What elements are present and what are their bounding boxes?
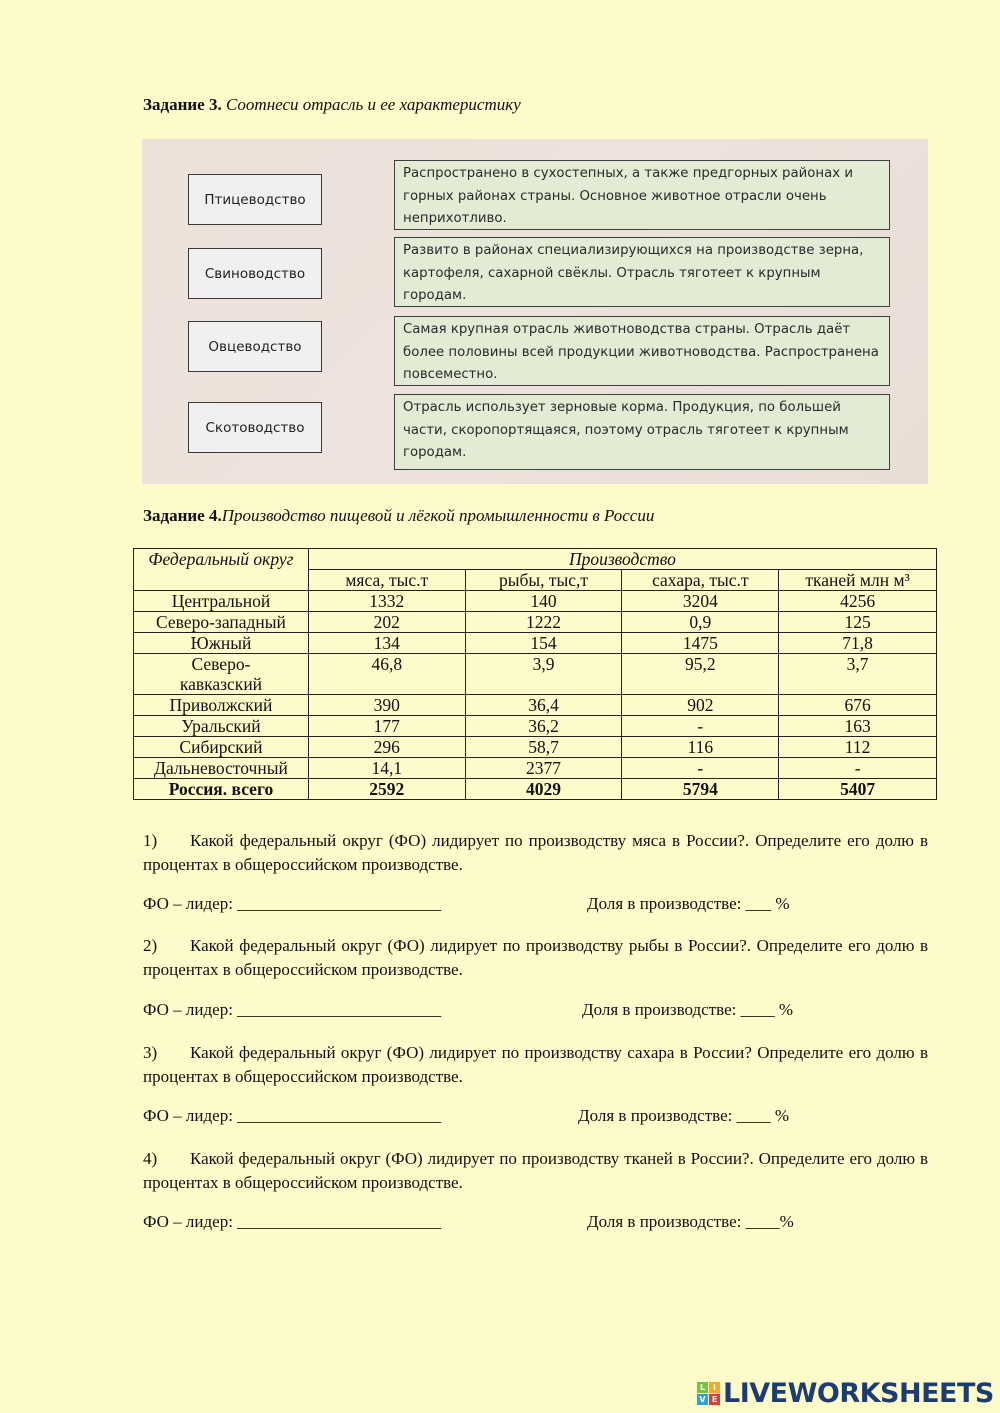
region-cell: Россия. всего xyxy=(134,779,309,800)
share-label: Доля в производстве: xyxy=(578,1106,737,1125)
value-cell: 1475 xyxy=(622,633,779,654)
header-fish: рыбы, тыс,т xyxy=(465,570,622,591)
share-answer-2 xyxy=(582,1000,793,1020)
region-cell: Северо-западный xyxy=(134,612,309,633)
leader-answer-4 xyxy=(143,1212,441,1232)
question-number: 2) xyxy=(143,936,158,955)
leader-answer-1 xyxy=(143,894,441,914)
term-box[interactable] xyxy=(188,248,322,299)
leader-answer-3 xyxy=(143,1106,441,1126)
term-label: Свиноводство xyxy=(204,265,306,282)
value-cell: 154 xyxy=(465,633,622,654)
percent-sign: % xyxy=(770,1106,790,1125)
value-cell: 71,8 xyxy=(779,633,937,654)
value-cell: 2377 xyxy=(465,758,622,779)
percent-sign: % xyxy=(774,1000,794,1019)
share-answer-1 xyxy=(587,894,790,914)
question-text: Какой федеральный округ (ФО) лидирует по производству тканей в России?. Определите его долю в процентах в общероссийском производстве. xyxy=(143,1149,928,1192)
value-cell: 296 xyxy=(308,737,465,758)
region-cell: Уральский xyxy=(134,716,309,737)
value-cell: - xyxy=(622,716,779,737)
description-box[interactable] xyxy=(394,316,890,386)
task4-title xyxy=(143,506,654,526)
share-input[interactable]: ___ xyxy=(745,894,772,913)
question-text: Какой федеральный округ (ФО) лидирует по производству сахара в России? Определите его долю в процентах в общероссийском производстве. xyxy=(143,1043,928,1086)
region-cell: Сибирский xyxy=(134,737,309,758)
header-region: Федеральный округ xyxy=(134,549,309,591)
percent-sign: % xyxy=(771,894,790,913)
table-row xyxy=(134,633,937,654)
description-text: Развито в районах специализирующихся на производстве зерна, картофеля, сахарной свёклы. Отрасль тяготеет к крупным городам. xyxy=(403,243,864,303)
task4-text: Производство пищевой и лёгкой промышленности в России xyxy=(221,506,655,525)
percent-sign: % xyxy=(779,1212,794,1231)
region-cell: Дальневосточный xyxy=(134,758,309,779)
region-cell: Северо-кавказский xyxy=(134,654,309,695)
description-box[interactable] xyxy=(394,237,890,307)
leader-input[interactable]: ________________________ xyxy=(237,1106,442,1125)
value-cell: 125 xyxy=(779,612,937,633)
value-cell: 0,9 xyxy=(622,612,779,633)
total-cell: 5407 xyxy=(779,779,937,800)
question-number: 1) xyxy=(143,831,158,850)
value-cell: 202 xyxy=(308,612,465,633)
task3-title xyxy=(143,95,521,115)
value-cell: 177 xyxy=(308,716,465,737)
live-blocks-icon xyxy=(697,1382,720,1405)
question-4 xyxy=(143,1147,928,1195)
term-label: Скотоводство xyxy=(205,419,305,436)
description-text: Отрасль использует зерновые корма. Продукция, по большей части, скоропортящаяся, поэтому отрасль тяготеет к крупным городам. xyxy=(403,400,849,460)
value-cell: 3,9 xyxy=(465,654,622,695)
share-label: Доля в производстве: xyxy=(582,1000,741,1019)
value-cell: 3204 xyxy=(622,591,779,612)
task4-label: Задание 4. xyxy=(143,506,222,525)
value-cell: - xyxy=(622,758,779,779)
value-cell: 1332 xyxy=(308,591,465,612)
value-cell: 112 xyxy=(779,737,937,758)
value-cell: 36,2 xyxy=(465,716,622,737)
value-cell: 676 xyxy=(779,695,937,716)
table-row xyxy=(134,591,937,612)
term-box[interactable] xyxy=(188,402,322,453)
task3-label: Задание 3. xyxy=(143,95,222,114)
value-cell: 4256 xyxy=(779,591,937,612)
logo-letter: I xyxy=(709,1382,720,1393)
value-cell: 902 xyxy=(622,695,779,716)
question-3 xyxy=(143,1041,928,1089)
table-row xyxy=(134,758,937,779)
total-cell: 5794 xyxy=(622,779,779,800)
table-row xyxy=(134,654,937,695)
table-header-row xyxy=(134,549,937,570)
value-cell: 36,4 xyxy=(465,695,622,716)
table-row xyxy=(134,737,937,758)
table-total-row xyxy=(134,779,937,800)
value-cell: - xyxy=(779,758,937,779)
description-text: Распространено в сухостепных, а также предгорных районах и горных районах страны. Основное животное отрасли очень неприхотливо. xyxy=(403,166,854,226)
question-number: 4) xyxy=(143,1149,158,1168)
term-box[interactable] xyxy=(188,321,322,372)
logo-letter: E xyxy=(709,1394,720,1405)
logo-text: LIVEWORKSHEETS xyxy=(723,1378,994,1409)
term-label: Птицеводство xyxy=(204,191,306,208)
question-text: Какой федеральный округ (ФО) лидирует по производству рыбы в России?. Определите его долю в процентах в общероссийском производстве. xyxy=(143,936,928,979)
question-number: 3) xyxy=(143,1043,158,1062)
leader-input[interactable]: ________________________ xyxy=(237,1212,442,1231)
value-cell: 1222 xyxy=(465,612,622,633)
production-table xyxy=(133,548,937,800)
share-input[interactable]: ____ xyxy=(736,1106,771,1125)
share-input[interactable]: ____ xyxy=(745,1212,780,1231)
description-text: Самая крупная отрасль животноводства страны. Отрасль даёт более половины всей продукции животноводства. Распространена повсеместно. xyxy=(403,322,879,382)
region-cell: Южный xyxy=(134,633,309,654)
value-cell: 134 xyxy=(308,633,465,654)
term-box[interactable] xyxy=(188,174,322,225)
value-cell: 116 xyxy=(622,737,779,758)
logo-letter: L xyxy=(697,1382,708,1393)
table-row xyxy=(134,695,937,716)
share-input[interactable]: ____ xyxy=(740,1000,775,1019)
leader-label: ФО – лидер: xyxy=(143,894,238,913)
value-cell: 14,1 xyxy=(308,758,465,779)
value-cell: 3,7 xyxy=(779,654,937,695)
leader-input[interactable]: ________________________ xyxy=(237,1000,442,1019)
question-2 xyxy=(143,934,928,982)
header-production: Производство xyxy=(308,549,936,570)
value-cell: 390 xyxy=(308,695,465,716)
share-label: Доля в производстве: xyxy=(587,1212,746,1231)
total-cell: 2592 xyxy=(308,779,465,800)
description-box[interactable] xyxy=(394,394,890,470)
share-answer-4 xyxy=(587,1212,794,1232)
task3-text: Соотнеси отрасль и ее характеристику xyxy=(221,95,521,114)
matching-panel xyxy=(142,139,928,484)
logo-letter: V xyxy=(697,1394,708,1405)
leader-input[interactable]: ________________________ xyxy=(237,894,442,913)
total-cell: 4029 xyxy=(465,779,622,800)
description-box[interactable] xyxy=(394,160,890,230)
question-1 xyxy=(143,829,928,877)
table-row xyxy=(134,612,937,633)
leader-label: ФО – лидер: xyxy=(143,1212,238,1231)
header-meat: мяса, тыс.т xyxy=(308,570,465,591)
region-cell: Приволжский xyxy=(134,695,309,716)
term-label: Овцеводство xyxy=(208,338,302,355)
leader-label: ФО – лидер: xyxy=(143,1106,238,1125)
share-label: Доля в производстве: xyxy=(587,894,746,913)
leader-label: ФО – лидер: xyxy=(143,1000,238,1019)
header-fabric: тканей млн м³ xyxy=(779,570,937,591)
liveworksheets-logo[interactable] xyxy=(697,1378,994,1409)
value-cell: 140 xyxy=(465,591,622,612)
value-cell: 163 xyxy=(779,716,937,737)
value-cell: 46,8 xyxy=(308,654,465,695)
leader-answer-2 xyxy=(143,1000,441,1020)
value-cell: 95,2 xyxy=(622,654,779,695)
region-cell: Центральной xyxy=(134,591,309,612)
value-cell: 58,7 xyxy=(465,737,622,758)
table-row xyxy=(134,716,937,737)
question-text: Какой федеральный округ (ФО) лидирует по производству мяса в России?. Определите его долю в процентах в общероссийском производстве. xyxy=(143,831,928,874)
header-sugar: сахара, тыс.т xyxy=(622,570,779,591)
share-answer-3 xyxy=(578,1106,789,1126)
